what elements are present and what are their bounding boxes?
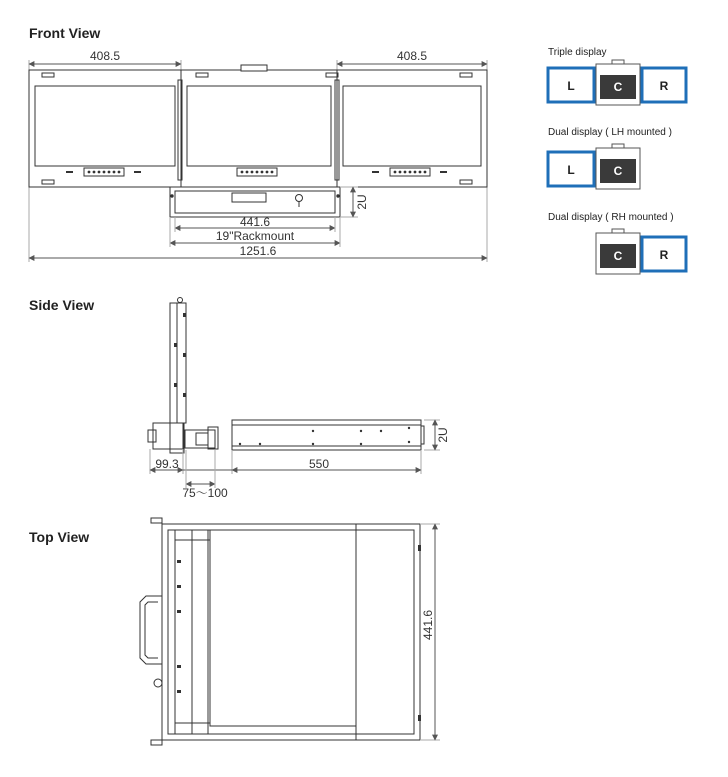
right-monitor (337, 70, 487, 187)
side-front-depth-label: 99.3 (155, 457, 179, 471)
dual-rh-center-letter: C (613, 249, 623, 263)
front-right-width-label: 408.5 (396, 49, 428, 63)
total-width-label: 1251.6 (239, 244, 277, 258)
dual-lh-diagram (548, 144, 640, 189)
triple-display-diagram (548, 60, 686, 105)
triple-center-letter: C (613, 80, 623, 94)
dual-rh-label: Dual display ( RH mounted ) (548, 212, 674, 223)
display-config-legend (548, 47, 686, 274)
rackmount-label: 19"Rackmount (215, 229, 295, 243)
front-left-width-label: 408.5 (89, 49, 121, 63)
rack-unit (170, 187, 340, 217)
side-range-label: 75～100 (182, 486, 228, 500)
dual-lh-center-letter: C (613, 164, 623, 178)
side-view-heading: Side View (29, 297, 95, 313)
triple-right-letter: R (659, 79, 669, 93)
triple-display-label: Triple display (548, 47, 607, 58)
side-height-label: 2U (436, 427, 450, 443)
dual-rh-right-letter: R (659, 248, 669, 262)
dual-rh-diagram (596, 229, 686, 274)
center-monitor (178, 65, 339, 187)
triple-left-letter: L (567, 79, 575, 93)
dual-lh-left-letter: L (567, 163, 575, 177)
side-view (148, 298, 440, 489)
front-view-heading: Front View (29, 25, 101, 41)
front-height-label: 2U (355, 194, 369, 210)
top-view-heading: Top View (29, 529, 90, 545)
side-depth-label: 550 (308, 457, 330, 471)
rack-width-label: 441.6 (239, 215, 271, 229)
top-view (140, 518, 440, 745)
left-monitor (29, 70, 181, 187)
top-width-label: 441.6 (421, 609, 435, 641)
dual-lh-label: Dual display ( LH mounted ) (548, 127, 672, 138)
